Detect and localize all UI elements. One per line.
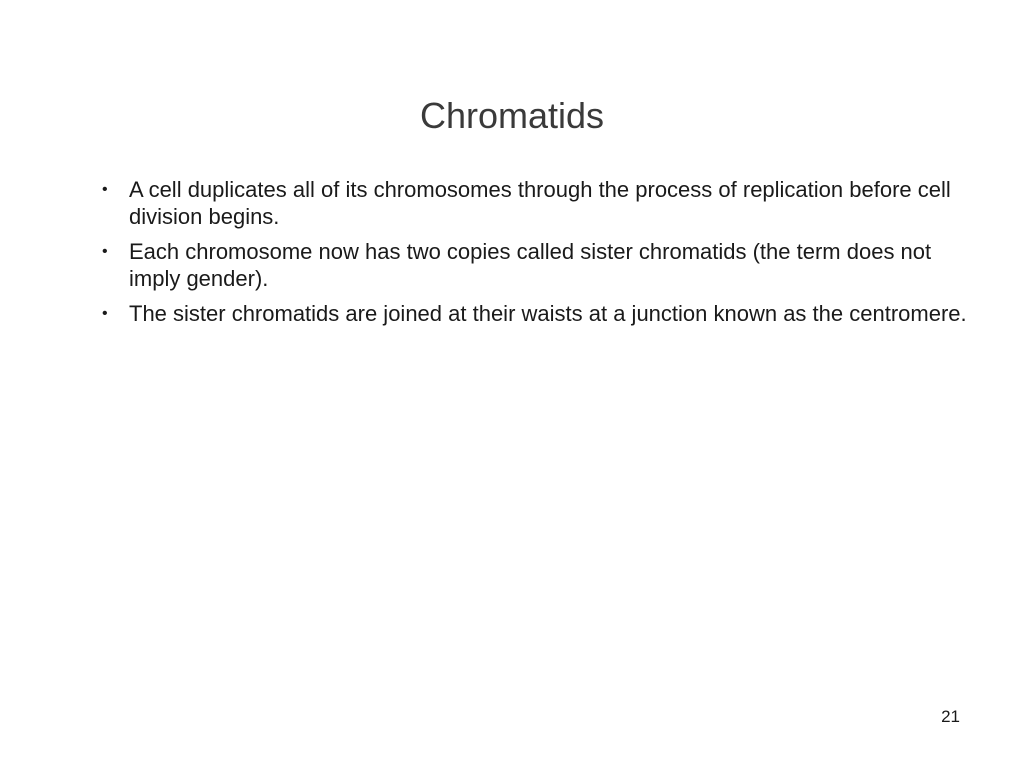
bullet-item: [102, 300, 972, 327]
bullet-marker: •: [102, 181, 108, 198]
bullet-marker: •: [102, 243, 108, 260]
bullet-list: [102, 176, 972, 335]
bullet-text: Each chromosome now has two copies called sister chromatids (the term does not imply gender).: [129, 239, 932, 291]
bullet-item: [102, 238, 972, 292]
bullet-text: A cell duplicates all of its chromosomes through the process of replication before cell division begins.: [129, 177, 951, 229]
bullet-item: [102, 176, 972, 230]
bullet-text: The sister chromatids are joined at their waists at a junction known as the centromere.: [129, 301, 967, 326]
page-number: 21: [941, 707, 960, 726]
slide-title: Chromatids: [419, 95, 605, 136]
bullet-marker: •: [102, 305, 108, 322]
